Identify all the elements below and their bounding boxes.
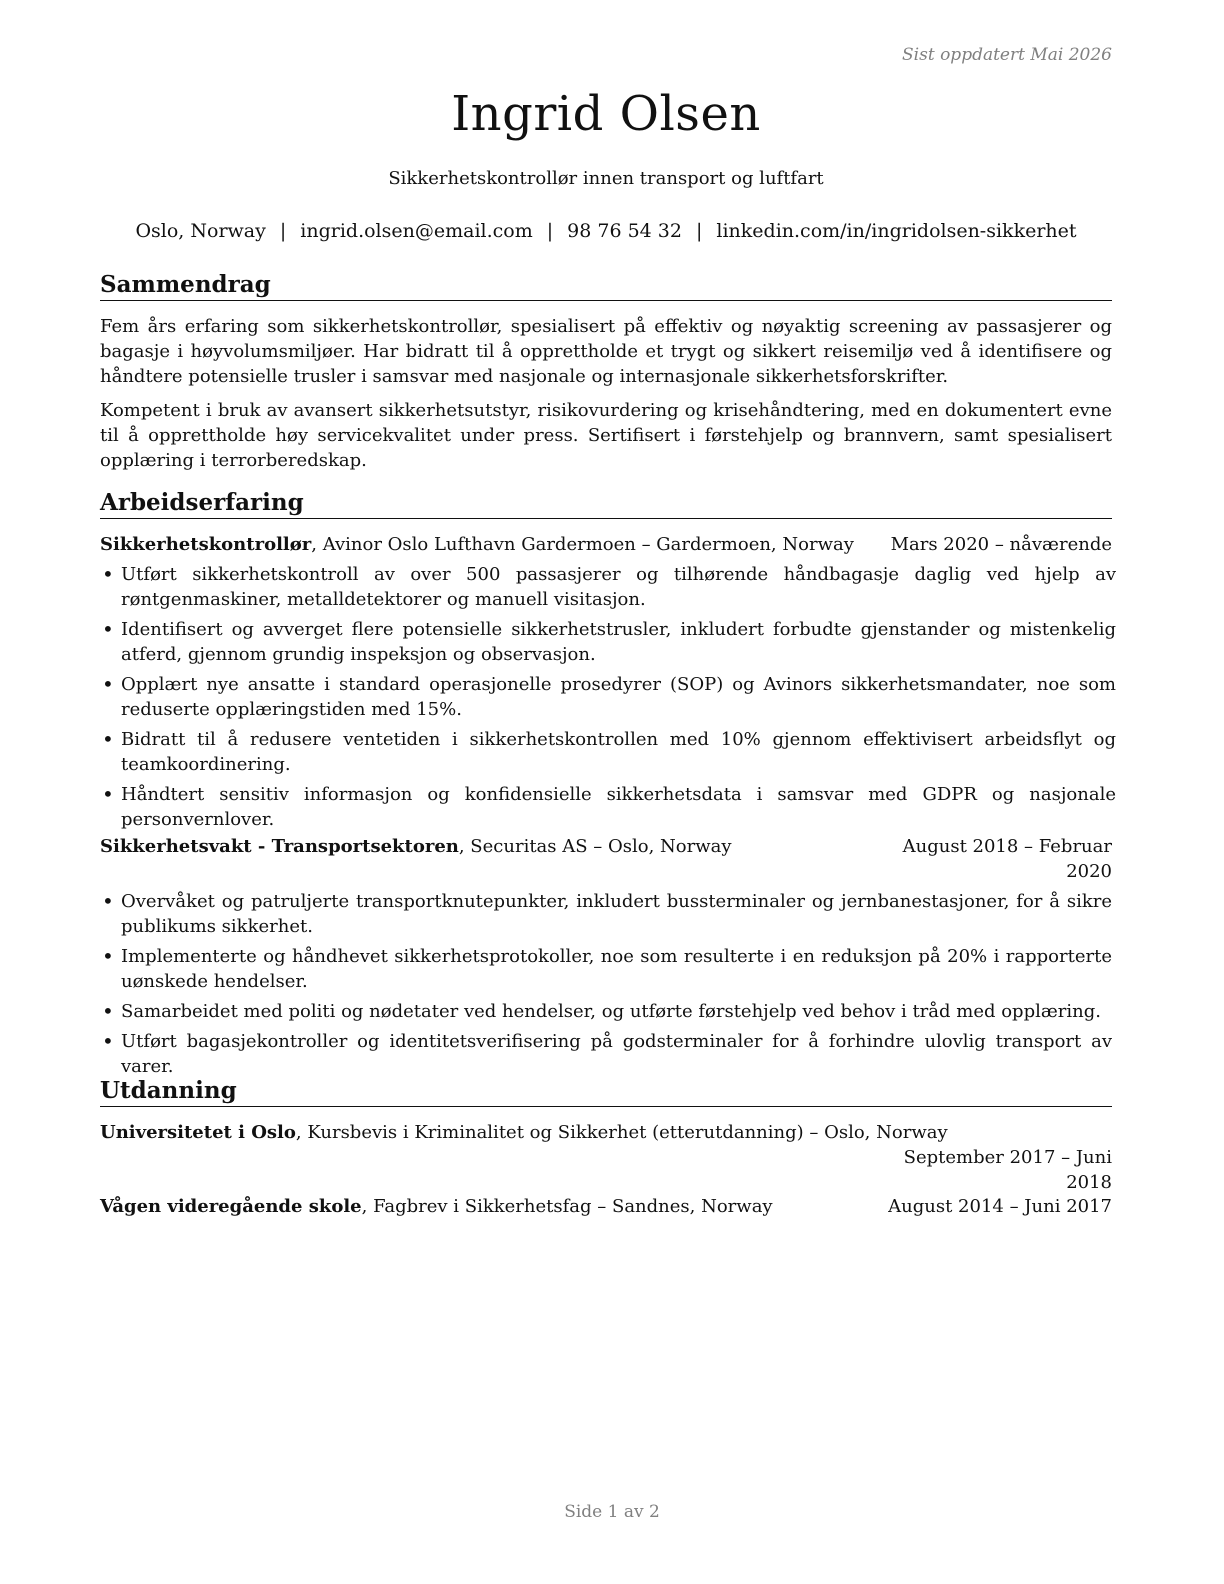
contact-separator: | — [279, 220, 287, 242]
education-dates — [904, 1145, 1112, 1195]
education-dates-line-1: September 2017 – Juni — [903, 1147, 1112, 1168]
list-item: • Utført sikkerhetskontroll av over 500 passasjerer og tilhørende håndbagasje daglig ved hjelp av røntgenmaskiner, metalldetektorer og manuell visitasjon. — [100, 562, 1116, 612]
section-title-experience: Arbeidserfaring — [100, 488, 1112, 519]
job-header — [100, 834, 1112, 884]
contact-line — [100, 220, 1112, 242]
job-role: Sikkerhetskontrollør — [100, 534, 312, 555]
list-item: • Opplært nye ansatte i standard operasjonelle prosedyrer (SOP) og Avinors sikkerhetsmandater, noe som reduserte opplæringstiden med 15%. — [100, 672, 1116, 722]
last-updated: Sist oppdatert Mai 2026 — [902, 45, 1112, 65]
summary-paragraph-2: Kompetent i bruk av avansert sikkerhetsutstyr, risikovurdering og krisehåndtering, med en dokumentert evne til å opprettholde høy servicekvalitet under press. Sertifisert i førstehjelp og brannvern, samt spesialisert opplæring i terrorberedskap. — [100, 400, 1112, 471]
education-dates-line-2: 2018 — [1066, 1172, 1112, 1193]
summary-paragraph-1: Fem års erfaring som sikkerhetskontrollør, spesialisert på effektiv og nøyaktig screening av passasjerer og bagasje i høyvolumsmiljøer. Har bidratt til å opprettholde et trygt og sikkert reisemiljø ved å identifisere og håndtere potensielle trusler i samsvar med nasjonale og internasjonale sikkerhetsforskrifter. — [100, 316, 1112, 387]
education-details: , Fagbrev i Sikkerhetsfag – Sandnes, Norway — [361, 1196, 773, 1217]
list-item: • Utført bagasjekontroller og identitetsverifisering på godsterminaler for å forhindre ulovlig transport av varer. — [100, 1029, 1112, 1079]
contact-separator: | — [546, 220, 554, 242]
education-header — [100, 1120, 1112, 1195]
list-item: • Implementerte og håndhevet sikkerhetsprotokoller, noe som resulterte i en reduksjon på 20% i rapporterte uønskede hendelser. — [100, 944, 1112, 994]
job-bullets — [100, 889, 1112, 1084]
education-school: Universitetet i Oslo — [100, 1122, 296, 1143]
list-item: • Bidratt til å redusere ventetiden i sikkerhetskontrollen med 10% gjennom effektivisert arbeidsflyt og teamkoordinering. — [100, 727, 1116, 777]
section-title-education: Utdanning — [100, 1076, 1112, 1107]
contact-location: Oslo, Norway — [135, 220, 266, 242]
education-dates: August 2014 – Juni 2017 — [888, 1196, 1112, 1217]
job-header — [100, 532, 1112, 557]
section-title-summary: Sammendrag — [100, 270, 1112, 301]
contact-email[interactable]: ingrid.olsen@email.com — [300, 220, 533, 242]
candidate-name: Ingrid Olsen — [451, 86, 761, 142]
page-number: Side 1 av 2 — [564, 1502, 660, 1522]
job-details: , Avinor Oslo Lufthavn Gardermoen – Gardermoen, Norway — [311, 534, 854, 555]
list-item: • Identifisert og avverget flere potensielle sikkerhetstrusler, inkludert forbudte gjenstander og mistenkelig atferd, gjennom grundig inspeksjon og observasjon. — [100, 617, 1116, 667]
education-school: Vågen videregående skole — [100, 1196, 362, 1217]
job-dates — [903, 834, 1112, 884]
list-item: • Samarbeidet med politi og nødetater ved hendelser, og utførte førstehjelp ved behov i tråd med opplæring. — [100, 999, 1112, 1024]
job-details: , Securitas AS – Oslo, Norway — [458, 836, 732, 857]
job-bullets — [100, 562, 1116, 837]
education-header — [100, 1194, 1112, 1219]
job-dates-line-2: 2020 — [1066, 861, 1112, 882]
list-item: • Håndtert sensitiv informasjon og konfidensielle sikkerhetsdata i samsvar med GDPR og nasjonale personvernlover. — [100, 782, 1116, 832]
education-details: , Kursbevis i Kriminalitet og Sikkerhet (etterutdanning) – Oslo, Norway — [295, 1122, 948, 1143]
contact-linkedin[interactable]: linkedin.com/in/ingridolsen-sikkerhet — [716, 220, 1077, 242]
job-dates: Mars 2020 – nåværende — [890, 534, 1112, 555]
job-role: Sikkerhetsvakt - Transportsektoren — [100, 836, 459, 857]
job-dates-line-1: August 2018 – Februar — [902, 836, 1112, 857]
contact-separator: | — [695, 220, 703, 242]
contact-phone: 98 76 54 32 — [567, 220, 682, 242]
list-item: • Overvåket og patruljerte transportknutepunkter, inkludert bussterminaler og jernbanestasjoner, for å sikre publikums sikkerhet. — [100, 889, 1112, 939]
candidate-tagline: Sikkerhetskontrollør innen transport og luftfart — [388, 168, 824, 189]
